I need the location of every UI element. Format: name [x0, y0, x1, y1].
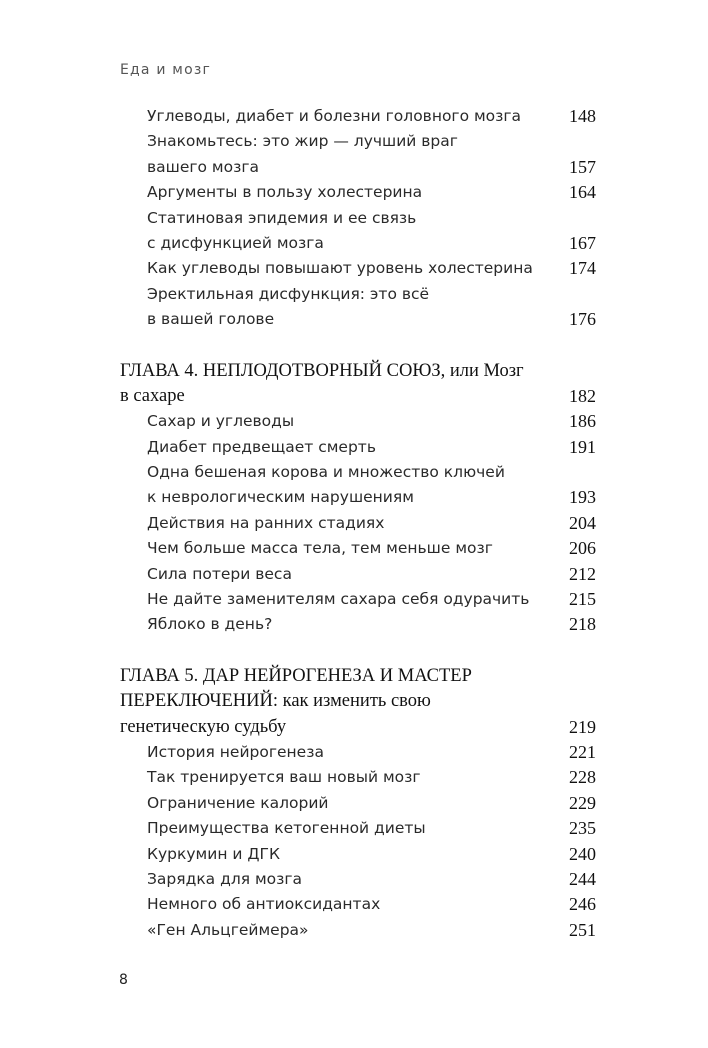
- toc-entry-line: [120, 485, 596, 510]
- toc-chapter-line: [120, 384, 596, 409]
- toc-page-number: 164: [569, 182, 596, 203]
- entry-title: Не дайте заменителям сахара себя одурачить: [147, 590, 530, 609]
- toc-page-number: 193: [569, 487, 596, 508]
- toc-entry-line: [120, 282, 596, 307]
- toc-page-number: 186: [569, 411, 596, 432]
- toc-entry-line: [120, 587, 596, 612]
- toc-entry-line: [120, 180, 596, 205]
- entry-title: Преимущества кетогенной диеты: [147, 819, 426, 838]
- entry-title: в вашей голове: [147, 310, 275, 329]
- entry-title: Чем больше масса тела, тем меньше мозг: [147, 539, 493, 558]
- entry-title: Одна бешеная корова и множество ключей: [147, 463, 505, 482]
- entry-title: Сила потери веса: [147, 564, 292, 583]
- toc-entry-line: [120, 765, 596, 790]
- entry-title: Немного об антиоксидантах: [147, 895, 381, 914]
- toc-entry-line: [120, 867, 596, 892]
- toc-page-number: 229: [569, 792, 596, 813]
- entry-title: вашего мозга: [147, 157, 259, 176]
- toc-page-number: 251: [569, 919, 596, 940]
- toc-page-number: 174: [569, 258, 596, 279]
- toc-entry-line: [120, 155, 596, 180]
- toc-page-number: 246: [569, 894, 596, 915]
- chapter-title: ПЕРЕКЛЮЧЕНИЙ: как изменить свою: [120, 691, 431, 712]
- toc-entry-line: [120, 231, 596, 256]
- entry-title: Зарядка для мозга: [147, 869, 303, 888]
- toc-entry-line: [120, 256, 596, 281]
- entry-title: Эректильная дисфункция: это всё: [147, 284, 430, 303]
- entry-title: к неврологическим нарушениям: [147, 488, 414, 507]
- toc-entry-line: [120, 816, 596, 841]
- chapter-title: генетическую судьбу: [120, 716, 287, 737]
- page-number: 8: [119, 972, 128, 988]
- chapter-title: ГЛАВА 4. НЕПЛОДОТВОРНЫЙ СОЮЗ, или Мозг: [120, 360, 524, 381]
- entry-title: Аргументы в пользу холестерина: [147, 183, 423, 202]
- toc-page-number: 167: [569, 232, 596, 253]
- toc-chapter-line: [120, 664, 596, 689]
- entry-title: Знакомьтесь: это жир — лучший враг: [147, 132, 458, 151]
- toc-entry-line: [120, 612, 596, 637]
- toc-page-number: 206: [569, 538, 596, 559]
- section-gap: [120, 638, 596, 664]
- entry-title: Действия на ранних стадиях: [147, 513, 385, 532]
- entry-title: с дисфункцией мозга: [147, 233, 324, 252]
- toc-page-number: 157: [569, 156, 596, 177]
- entry-title: Статиновая эпидемия и ее связь: [147, 208, 417, 227]
- section-gap: [120, 333, 596, 359]
- entry-title: «Ген Альцгеймера»: [147, 920, 309, 939]
- toc-page-number: 219: [569, 716, 596, 737]
- running-head: Еда и мозг: [120, 62, 212, 78]
- entry-title: Сахар и углеводы: [147, 412, 295, 431]
- toc-entry-line: [120, 206, 596, 231]
- toc-entry-line: [120, 791, 596, 816]
- chapter-title: ГЛАВА 5. ДАР НЕЙРОГЕНЕЗА И МАСТЕР: [120, 665, 472, 686]
- entry-title: Так тренируется ваш новый мозг: [147, 768, 421, 787]
- toc-page-number: 212: [569, 563, 596, 584]
- toc-page-number: 221: [569, 741, 596, 762]
- toc-page-number: 215: [569, 589, 596, 610]
- entry-title: Диабет предвещает смерть: [147, 437, 376, 456]
- toc-entry-line: [120, 918, 596, 943]
- toc-entry-line: [120, 104, 596, 129]
- toc-entry-line: [120, 511, 596, 536]
- toc-page-number: 191: [569, 436, 596, 457]
- toc-entry-line: [120, 409, 596, 434]
- toc-entry-line: [120, 307, 596, 332]
- toc-entry-line: [120, 562, 596, 587]
- toc-entry-line: [120, 129, 596, 154]
- toc-entry-line: [120, 460, 596, 485]
- entry-title: Как углеводы повышают уровень холестерина: [147, 259, 533, 278]
- entry-title: Ограничение калорий: [147, 793, 329, 812]
- toc-page-number: 176: [569, 309, 596, 330]
- toc-chapter-line: [120, 689, 596, 714]
- entry-title: Яблоко в день?: [147, 615, 273, 634]
- toc-chapter-line: [120, 715, 596, 740]
- chapter-title: в сахаре: [120, 385, 185, 406]
- toc-page-number: 235: [569, 818, 596, 839]
- toc-page-number: 148: [569, 106, 596, 126]
- toc-entry-line: [120, 536, 596, 561]
- toc-page-number: 182: [569, 385, 596, 406]
- toc-entry-line: [120, 892, 596, 917]
- toc-page-number: 218: [569, 614, 596, 635]
- toc-entry-line: [120, 842, 596, 867]
- toc-page-number: 204: [569, 512, 596, 533]
- toc-page-number: 240: [569, 843, 596, 864]
- entry-title: История нейрогенеза: [147, 742, 324, 761]
- toc-chapter-line: [120, 359, 596, 384]
- toc-entry-line: [120, 740, 596, 765]
- entry-title: Углеводы, диабет и болезни головного мозга: [147, 107, 522, 125]
- entry-title: Куркумин и ДГК: [147, 844, 280, 863]
- table-of-contents: [120, 104, 596, 943]
- toc-entry-line: [120, 435, 596, 460]
- toc-page-number: 244: [569, 868, 596, 889]
- toc-page-number: 228: [569, 767, 596, 788]
